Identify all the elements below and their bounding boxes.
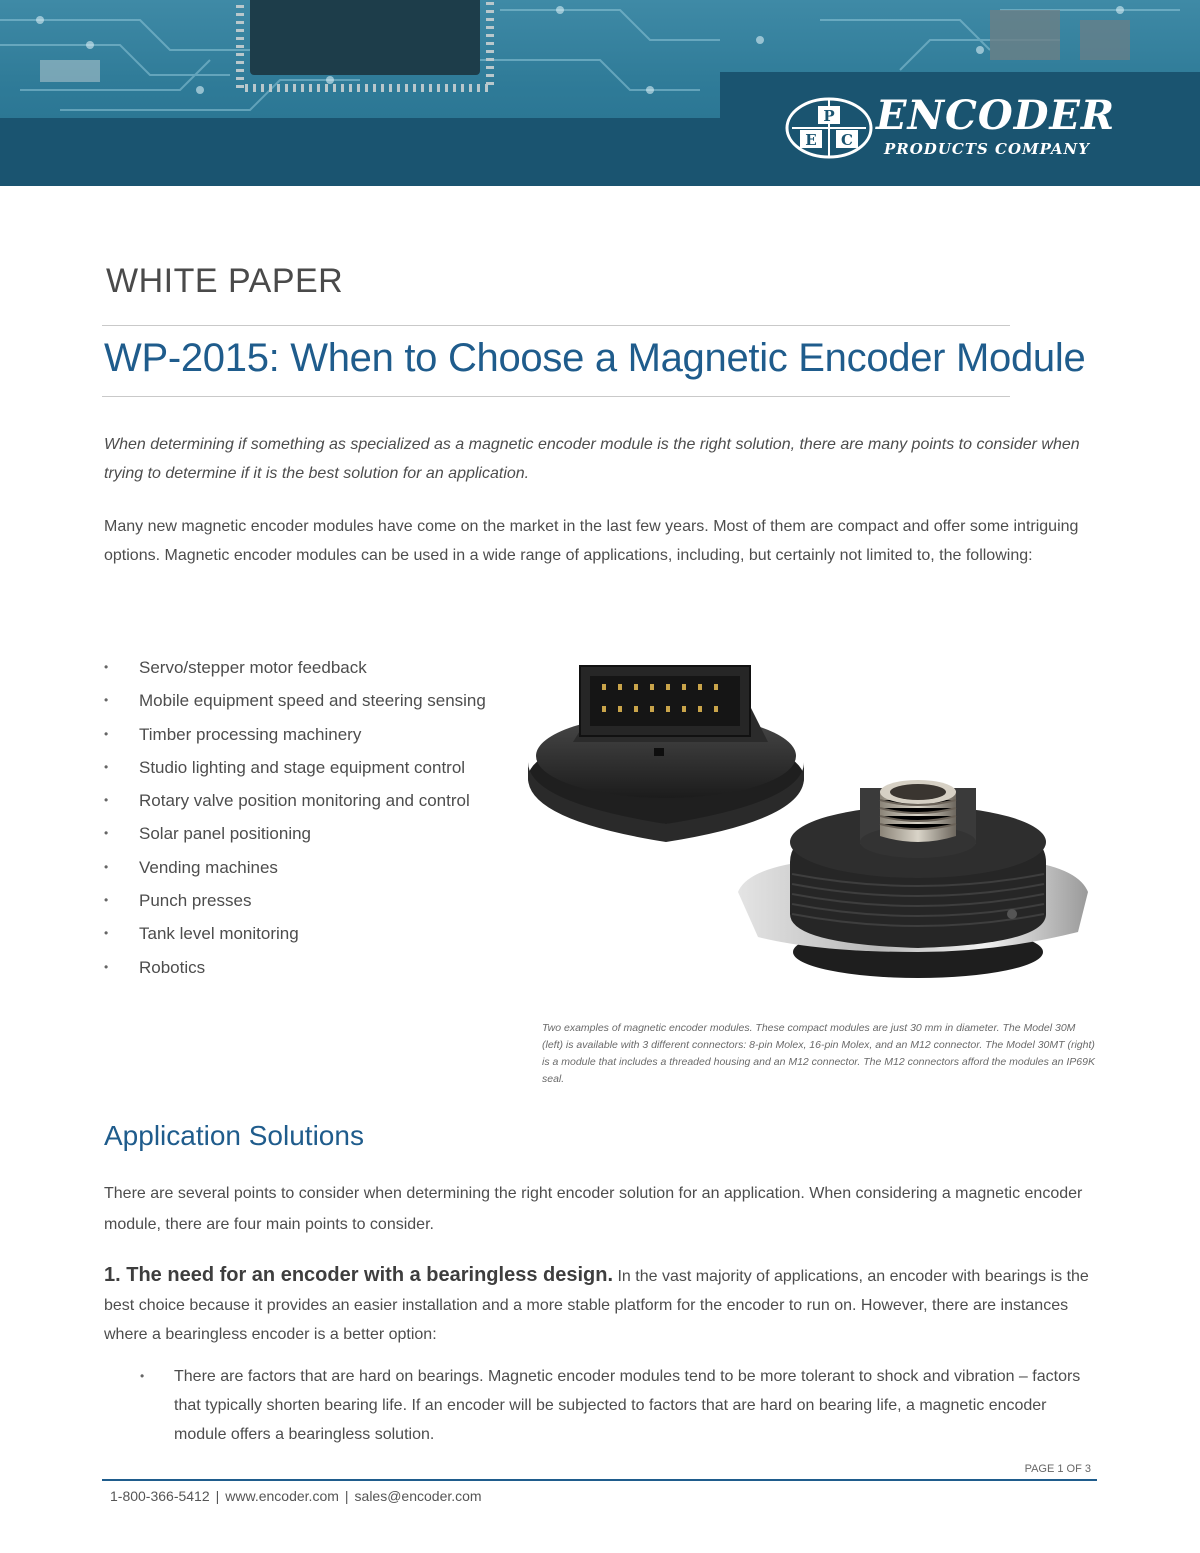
point-1-lead: 1. The need for an encoder with a bearingless design.: [104, 1264, 614, 1286]
emblem-letter-e: E: [805, 131, 817, 149]
document-kicker: WHITE PAPER: [106, 262, 344, 300]
document-title: WP-2015: When to Choose a Magnetic Encoder Module: [104, 336, 1086, 380]
model-30mt-module: [738, 780, 1088, 978]
list-item: • Vending machines: [104, 854, 524, 887]
model-30m-module: [528, 666, 804, 842]
list-item: • Solar panel positioning: [104, 820, 524, 853]
list-item: • There are factors that are hard on bearings. Magnetic encoder modules tend to be more tolerant to shock and vibration – factors that typically shorten bearing life. If an encoder will be subjected to factors that are hard on bearing life, a magnetic encoder module offers a bearingless solution.: [140, 1362, 1100, 1449]
list-item: • Tank level monitoring: [104, 920, 524, 953]
footer-contact: [110, 1488, 482, 1504]
section-heading: Application Solutions: [104, 1120, 364, 1151]
title-rule-bottom: [102, 396, 1010, 397]
company-logo[interactable]: [784, 92, 1116, 164]
list-item: • Studio lighting and stage equipment control: [104, 754, 524, 787]
emblem-letter-p: P: [823, 107, 835, 125]
list-item: • Robotics: [104, 954, 524, 987]
footer-email-link[interactable]: sales@encoder.com: [354, 1488, 482, 1504]
footer-separator: |: [215, 1488, 220, 1504]
point-1-text: In the vast majority of applications, an encoder with bearings is the best choice because it provides an easier installation and a more stable platform for the encoder to run on. However, there are instances where a bearingless encoder is a better option:: [104, 1268, 1089, 1343]
list-item: • Timber processing machinery: [104, 721, 524, 754]
list-item: • Mobile equipment speed and steering sensing: [104, 687, 524, 720]
encoder-modules-photo: [518, 652, 1098, 988]
list-item: • Rotary valve position monitoring and control: [104, 787, 524, 820]
photo-caption: Two examples of magnetic encoder modules. These compact modules are just 30 mm in diameter. The Model 30M (left) is available with 3 different connectors: 8-pin Molex, 16-pin Molex, and an M12 connector. The Model 30MT (right) is a module that includes a threaded housing and an M12 connector. The M12 connectors afford the modules an IP69K seal.: [542, 1022, 1095, 1085]
intro-paragraph: When determining if something as specialized as a magnetic encoder module is the right solution, there are many points to consider when trying to determine if it is the best solution for an application.: [104, 436, 1080, 482]
page-number: PAGE 1 OF 3: [1024, 1463, 1091, 1475]
section-intro: There are several points to consider when determining the right encoder solution for an application. When considering a magnetic encoder module, there are four main points to consider.: [104, 1185, 1083, 1233]
footer-separator: |: [344, 1488, 349, 1504]
logo-name: ENCODER: [876, 92, 1116, 139]
footer-website-link[interactable]: www.encoder.com: [225, 1488, 339, 1504]
point-1-paragraph: [104, 1261, 1100, 1349]
list-item: • Servo/stepper motor feedback: [104, 654, 524, 687]
list-item: • Punch presses: [104, 887, 524, 920]
header-banner: [0, 0, 1200, 186]
applications-list: [104, 654, 524, 987]
logo-subtitle: PRODUCTS COMPANY: [884, 140, 1090, 158]
footer-rule: [102, 1479, 1097, 1481]
emblem-letter-c: C: [841, 131, 853, 149]
epc-emblem-icon: [784, 96, 874, 160]
footer-phone[interactable]: 1-800-366-5412: [110, 1488, 210, 1504]
point-1-bullets: [140, 1362, 1100, 1449]
paragraph-applications-intro: Many new magnetic encoder modules have come on the market in the last few years. Most of them are compact and offer some intriguing options. Magnetic encoder modules can be used in a wide range of applications, including, but certainly not limited to, the following:: [104, 518, 1079, 564]
title-rule-top: [102, 325, 1010, 326]
